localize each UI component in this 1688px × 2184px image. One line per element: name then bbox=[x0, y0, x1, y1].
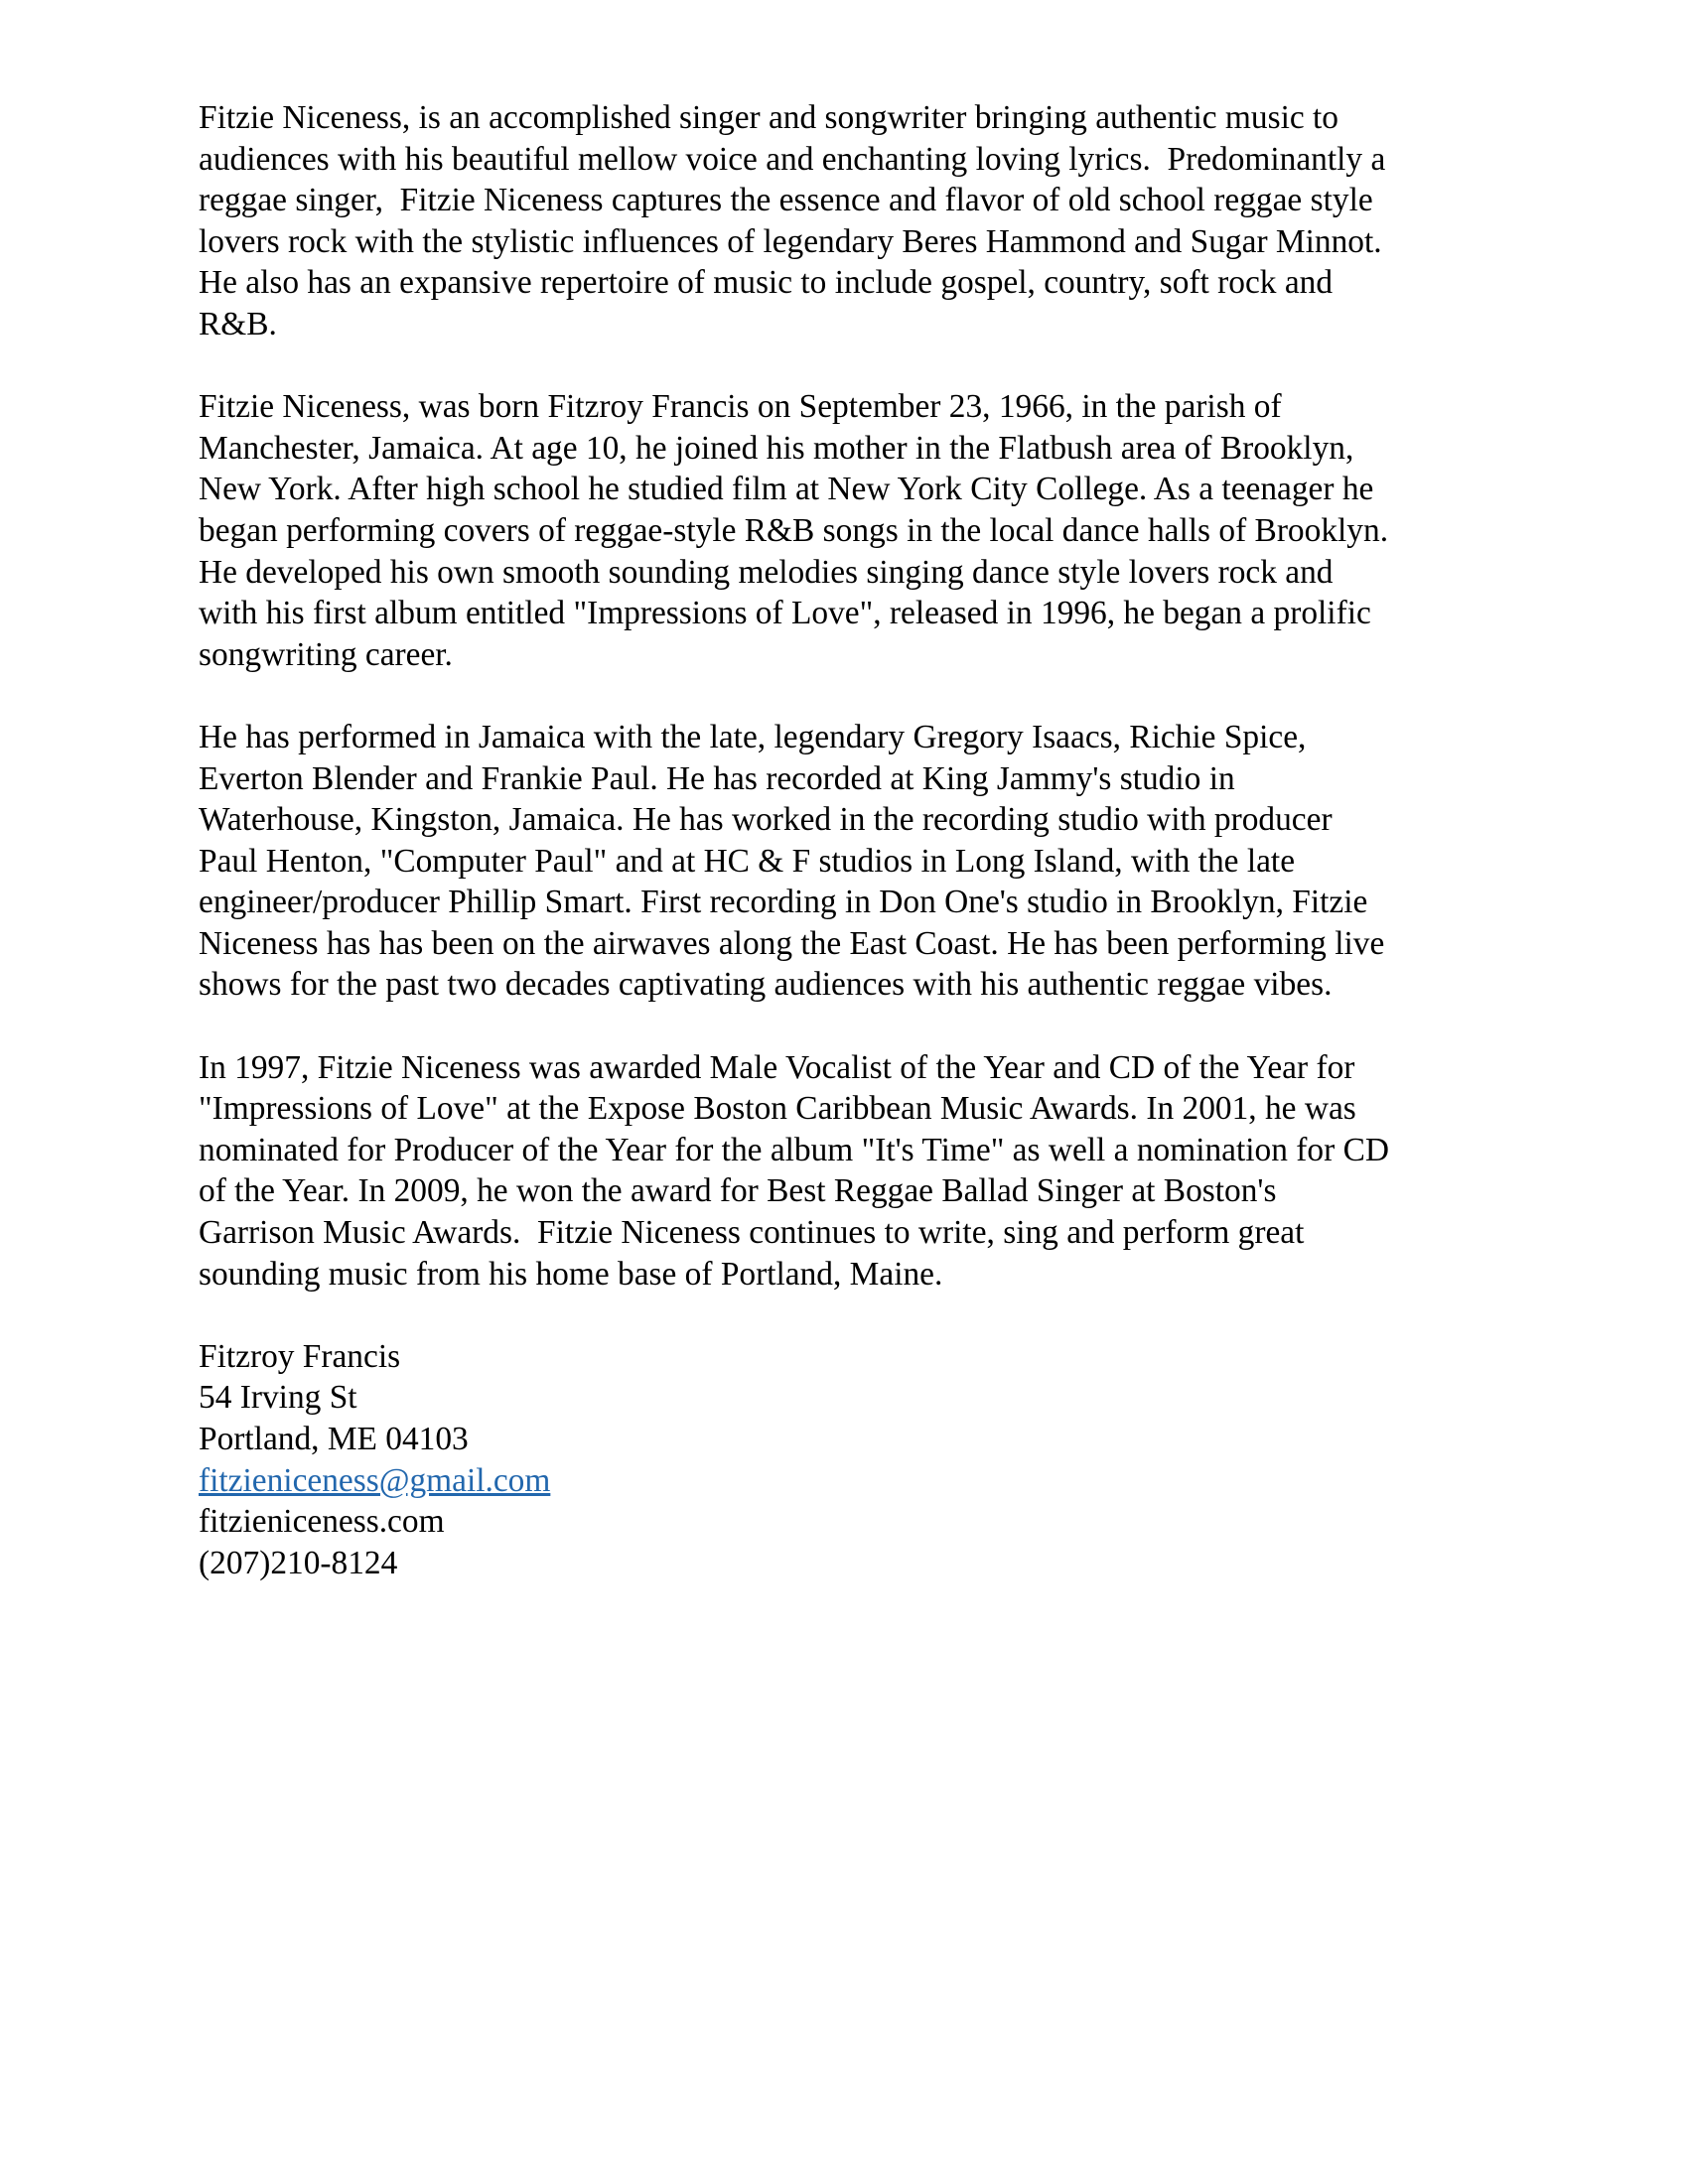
contact-website: fitzieniceness.com bbox=[199, 1503, 445, 1541]
biography-paragraphs bbox=[199, 97, 1509, 1295]
email-link[interactable]: fitzieniceness@gmail.com bbox=[199, 1461, 551, 1499]
document-body bbox=[199, 97, 1509, 1583]
paragraph-4 bbox=[199, 1047, 1509, 1296]
paragraph-1 bbox=[199, 97, 1509, 345]
text-line: reggae singer, Fitzie Niceness captures the essence and flavor of old school reggae style bbox=[199, 182, 1373, 219]
text-line: "Impressions of Love" at the Expose Boston Caribbean Music Awards. In 2001, he was bbox=[199, 1090, 1356, 1128]
text-line: He has performed in Jamaica with the late, legendary Gregory Isaacs, Richie Spice, bbox=[199, 718, 1307, 755]
text-line: sounding music from his home base of Portland, Maine. bbox=[199, 1255, 943, 1293]
text-line: Waterhouse, Kingston, Jamaica. He has worked in the recording studio with producer bbox=[199, 801, 1333, 839]
contact-street: 54 Irving St bbox=[199, 1379, 357, 1417]
text-line: nominated for Producer of the Year for the album "It's Time" as well a nomination for CD bbox=[199, 1131, 1389, 1168]
text-line: New York. After high school he studied film at New York City College. As a teenager he bbox=[199, 471, 1374, 508]
contact-block bbox=[199, 1336, 1509, 1584]
text-line: Everton Blender and Frankie Paul. He has recorded at King Jammy's studio in bbox=[199, 759, 1235, 797]
paragraph-2 bbox=[199, 386, 1509, 675]
text-line: In 1997, Fitzie Niceness was awarded Male Vocalist of the Year and CD of the Year for bbox=[199, 1048, 1355, 1086]
text-line: He developed his own smooth sounding melodies singing dance style lovers rock and bbox=[199, 553, 1334, 591]
text-line: of the Year. In 2009, he won the award for Best Reggae Ballad Singer at Boston's bbox=[199, 1172, 1277, 1210]
text-line: lovers rock with the stylistic influences of legendary Beres Hammond and Sugar Minnot. bbox=[199, 222, 1382, 260]
text-line: audiences with his beautiful mellow voice and enchanting loving lyrics. Predominantly a bbox=[199, 140, 1386, 178]
text-line: songwriting career. bbox=[199, 635, 453, 673]
contact-phone: (207)210-8124 bbox=[199, 1544, 398, 1581]
text-line: Paul Henton, "Computer Paul" and at HC & F studios in Long Island, with the late bbox=[199, 842, 1296, 880]
text-line: Niceness has has been on the airwaves along the East Coast. He has been performing live bbox=[199, 924, 1385, 962]
text-line: shows for the past two decades captivating audiences with his authentic reggae vibes. bbox=[199, 966, 1333, 1004]
paragraph-3 bbox=[199, 717, 1509, 1006]
text-line: Fitzie Niceness, was born Fitzroy Francis on September 23, 1966, in the parish of bbox=[199, 388, 1282, 426]
text-line: R&B. bbox=[199, 305, 277, 342]
contact-name: Fitzroy Francis bbox=[199, 1337, 401, 1375]
text-line: He also has an expansive repertoire of music to include gospel, country, soft rock and bbox=[199, 264, 1334, 302]
text-line: began performing covers of reggae-style R&B songs in the local dance halls of Brooklyn. bbox=[199, 511, 1389, 549]
text-line: Manchester, Jamaica. At age 10, he joined his mother in the Flatbush area of Brooklyn, bbox=[199, 429, 1354, 467]
text-line: with his first album entitled "Impressions of Love", released in 1996, he began a prolific bbox=[199, 595, 1371, 632]
contact-email-line bbox=[199, 1460, 1509, 1502]
text-line: Fitzie Niceness, is an accomplished singer and songwriter bringing authentic music to bbox=[199, 99, 1338, 136]
text-line: engineer/producer Phillip Smart. First recording in Don One's studio in Brooklyn, Fitzie bbox=[199, 884, 1368, 921]
text-line: Garrison Music Awards. Fitzie Niceness continues to write, sing and perform great bbox=[199, 1214, 1305, 1252]
contact-city-state-zip: Portland, ME 04103 bbox=[199, 1421, 469, 1457]
